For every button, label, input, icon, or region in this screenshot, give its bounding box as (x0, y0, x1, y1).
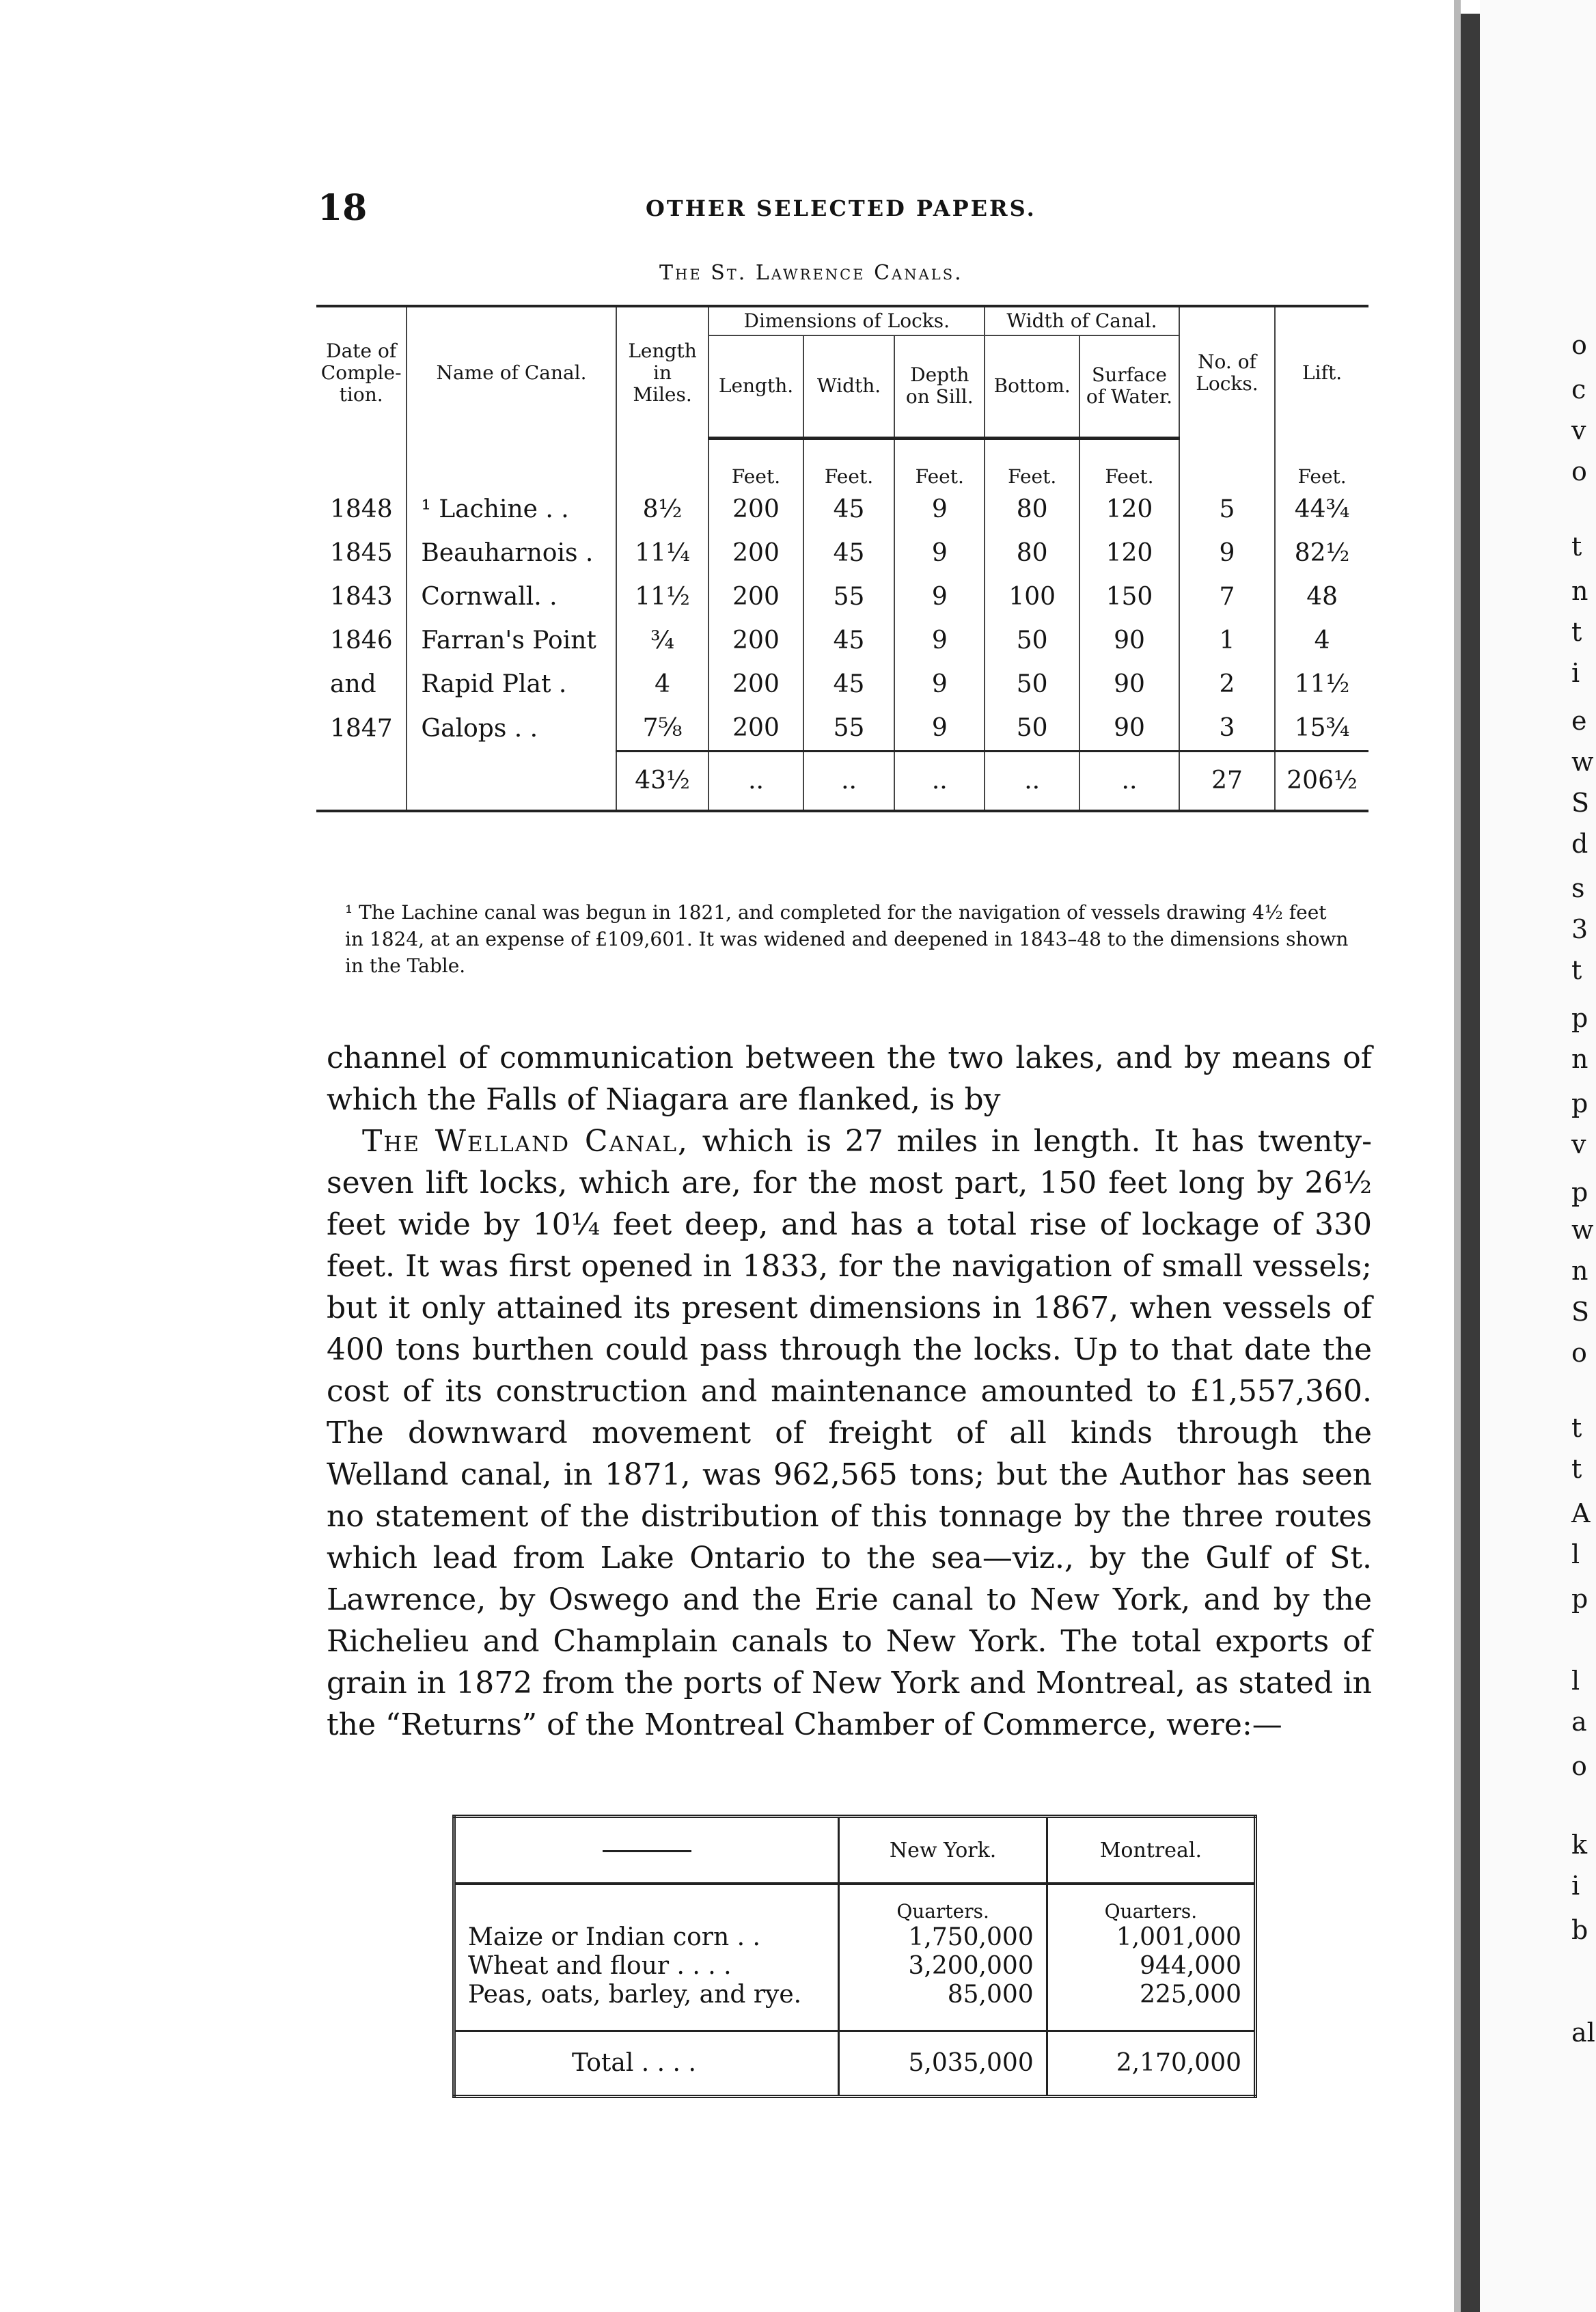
totals-row (316, 751, 1368, 811)
cell-date: 1847 (330, 714, 393, 743)
cell-depth: 9 (894, 575, 985, 619)
units-row (316, 438, 1368, 488)
cell-length: 200 (708, 706, 803, 752)
facing-page-fragment: v (1571, 1129, 1586, 1159)
cell-miles: 11½ (616, 575, 709, 619)
facing-page-fragment: v (1571, 415, 1586, 445)
cell-lift: 11½ (1275, 663, 1368, 706)
cell-name: ¹ Lachine . . (407, 488, 616, 532)
cell-length: 200 (708, 663, 803, 706)
header-canal-group: Width of Canal. (985, 306, 1179, 335)
cell-date: 1843 (330, 583, 393, 611)
cell-date: 1845 (330, 539, 393, 567)
header-new-york: New York. (839, 1817, 1047, 1884)
table-row (454, 1952, 1256, 1981)
cell-bottom: 80 (985, 532, 1079, 575)
total-locks: 27 (1179, 751, 1275, 811)
cell-name: Beauharnois . (407, 532, 616, 575)
facing-page-fragment: 3 (1571, 914, 1588, 944)
facing-page-fragment: i (1571, 658, 1580, 688)
cell-new-york: 1,750,000 (839, 1923, 1047, 1952)
cell-montreal: 944,000 (1047, 1952, 1255, 1981)
cell-name: Cornwall. . (407, 575, 616, 619)
page-edge (1454, 0, 1461, 2312)
total-dots: .. (1079, 751, 1179, 811)
cell-width: 45 (803, 488, 895, 532)
header-bottom: Bottom. (985, 335, 1079, 438)
table-row (316, 663, 1368, 706)
cell-name: Rapid Plat . (407, 663, 616, 706)
header-lift: Lift. (1275, 306, 1368, 438)
table-row (454, 1981, 1256, 2031)
cell-locks: 3 (1179, 706, 1275, 752)
total-lift: 206½ (1275, 751, 1368, 811)
binding-shadow (1461, 14, 1480, 2312)
unit-label: Quarters. (1047, 1884, 1255, 1923)
cell-surface: 120 (1079, 532, 1179, 575)
total-dots: .. (894, 751, 985, 811)
cell-item: Peas, oats, barley, and rye. (468, 1981, 802, 2009)
canals-table-title: The St. Lawrence Canals. (659, 261, 963, 285)
cell-lift: 15¾ (1275, 706, 1368, 752)
cell-surface: 150 (1079, 575, 1179, 619)
facing-page-fragment: t (1571, 955, 1582, 985)
cell-length: 200 (708, 488, 803, 532)
cell-miles: 4 (616, 663, 709, 706)
table-row (316, 619, 1368, 663)
cell-bottom: 50 (985, 706, 1079, 752)
cell-lift: 44¾ (1275, 488, 1368, 532)
cell-depth: 9 (894, 532, 985, 575)
facing-page-fragment: t (1571, 1413, 1582, 1443)
facing-page-fragment: e (1571, 706, 1587, 736)
header-montreal: Montreal. (1047, 1817, 1255, 1884)
cell-lift: 4 (1275, 619, 1368, 663)
facing-page-fragment: n (1571, 576, 1588, 606)
total-new-york: 5,035,000 (839, 2031, 1047, 2097)
facing-page-fragment: w (1571, 747, 1594, 777)
totals-row (454, 2031, 1256, 2097)
facing-page-fragment: t (1571, 617, 1582, 647)
facing-page-fragment: a (1571, 1707, 1587, 1737)
cell-miles: 7⅝ (616, 706, 709, 752)
facing-page-fragment: l (1571, 1666, 1580, 1696)
cell-miles: ¾ (616, 619, 709, 663)
header-lock-length: Length. (708, 335, 803, 438)
cell-name: Galops . . (407, 706, 616, 752)
header-date: Date of Comple-tion. (316, 306, 407, 438)
unit-label: Feet. (1275, 438, 1368, 488)
cell-length: 200 (708, 619, 803, 663)
cell-new-york: 85,000 (839, 1981, 1047, 2031)
cell-locks: 2 (1179, 663, 1275, 706)
facing-page-fragment: p (1571, 1088, 1588, 1118)
units-row (454, 1884, 1256, 1923)
unit-label: Feet. (985, 438, 1079, 488)
total-montreal: 2,170,000 (1047, 2031, 1255, 2097)
facing-page-fragment: p (1571, 1003, 1588, 1033)
cell-width: 45 (803, 532, 895, 575)
cell-depth: 9 (894, 488, 985, 532)
paragraph (327, 1120, 1372, 1746)
total-dots: .. (803, 751, 895, 811)
table-row (316, 532, 1368, 575)
cell-item: Wheat and flour . . . . (468, 1952, 732, 1980)
table-row (316, 706, 1368, 752)
cell-surface: 90 (1079, 619, 1179, 663)
dash-rule (603, 1850, 691, 1852)
canals-table (316, 305, 1368, 812)
unit-label: Feet. (708, 438, 803, 488)
header-lock-depth: Depth on Sill. (894, 335, 985, 438)
facing-page-fragment: i (1571, 1871, 1580, 1901)
total-miles: 43½ (616, 751, 709, 811)
facing-page-fragment: S (1571, 1297, 1590, 1327)
cell-bottom: 50 (985, 663, 1079, 706)
facing-page-edge (1480, 0, 1596, 2312)
cell-depth: 9 (894, 706, 985, 752)
cell-length: 200 (708, 532, 803, 575)
facing-page-fragment: al (1571, 2018, 1595, 2048)
cell-date: 1848 (330, 495, 393, 523)
facing-page-fragment: w (1571, 1215, 1594, 1245)
paragraph-text: which is 27 miles in length. It has twenty-seven lift locks, which are, for the most part, 150 feet long by 26½ feet wide by 10¼ feet deep, and has a total rise of lockage of 330 feet. It was first opened in 1833, for the navigation of small vessels; but it only attained its present dimensions in 1867, when vessels of 400 tons burthen could pass through the locks. Up to that date the cost of its construction and maintenance amounted to £1,557,360. The downward movement of freight of all kinds through the Welland canal, in 1871, was 962,565 tons; but the Author has seen no statement of the distribution of this tonnage by the three routes which lead from Lake Ontario to the sea—viz., by the Gulf of St. Lawrence, by Oswego and the Erie canal to New York, and by the Richelieu and Champlain canals to New York. The total exports of grain in 1872 from the ports of New York and Montreal, as stated in the “Returns” of the Montreal Chamber of Commerce, were:— (327, 1124, 1372, 1742)
paragraph: channel of communication between the two lakes, and by means of which the Falls of Niagara are flanked, is by (327, 1041, 1372, 1117)
table-row (454, 1923, 1256, 1952)
table-row (316, 488, 1368, 532)
cell-item: Maize or Indian corn . . (468, 1923, 760, 1951)
cell-length: 200 (708, 575, 803, 619)
cell-surface: 120 (1079, 488, 1179, 532)
running-head (318, 187, 1370, 235)
welland-heading: The Welland Canal, (362, 1124, 689, 1159)
cell-name: Farran's Point (407, 619, 616, 663)
body-text (327, 1037, 1372, 1746)
cell-montreal: 225,000 (1047, 1981, 1255, 2031)
cell-surface: 90 (1079, 706, 1179, 752)
cell-lift: 48 (1275, 575, 1368, 619)
cell-bottom: 100 (985, 575, 1079, 619)
grain-exports-table (452, 1815, 1257, 2098)
cell-miles: 8½ (616, 488, 709, 532)
facing-page-fragment: n (1571, 1256, 1588, 1286)
header-blank (454, 1817, 839, 1884)
cell-width: 55 (803, 706, 895, 752)
cell-depth: 9 (894, 663, 985, 706)
facing-page-fragment: o (1571, 456, 1587, 486)
header-locks-group: Dimensions of Locks. (708, 306, 985, 335)
facing-page-fragment: k (1571, 1830, 1588, 1860)
facing-page-fragment: A (1571, 1498, 1591, 1528)
unit-label: Feet. (803, 438, 895, 488)
cell-locks: 7 (1179, 575, 1275, 619)
total-dots: .. (985, 751, 1079, 811)
cell-width: 45 (803, 619, 895, 663)
header-length-miles: Length in Miles. (616, 306, 709, 438)
cell-miles: 11¼ (616, 532, 709, 575)
cell-bottom: 80 (985, 488, 1079, 532)
facing-page-fragment: o (1571, 330, 1587, 360)
cell-width: 45 (803, 663, 895, 706)
header-surface: Surface of Water. (1079, 335, 1179, 438)
header-no-locks: No. of Locks. (1179, 306, 1275, 438)
cell-width: 55 (803, 575, 895, 619)
unit-label: Quarters. (839, 1884, 1047, 1923)
facing-page-fragment: S (1571, 788, 1590, 818)
facing-page-fragment: t (1571, 532, 1582, 562)
cell-locks: 9 (1179, 532, 1275, 575)
unit-label: Feet. (1079, 438, 1179, 488)
footnote: ¹ The Lachine canal was begun in 1821, and completed for the navigation of vessels drawing 4½ feet in 1824, at an expense of £109,601. It was widened and deepened in 1843–48 to the dimensions shown in the Table. (345, 901, 1349, 977)
facing-page-fragment: o (1571, 1338, 1587, 1368)
page-number: 18 (318, 187, 368, 229)
cell-depth: 9 (894, 619, 985, 663)
facing-page-fragment: b (1571, 1915, 1588, 1945)
cell-locks: 5 (1179, 488, 1275, 532)
header-name: Name of Canal. (407, 306, 616, 438)
running-head-title: OTHER SELECTED PAPERS. (646, 195, 1036, 221)
facing-page-fragment: c (1571, 374, 1586, 404)
facing-page-fragment: p (1571, 1584, 1588, 1614)
cell-lift: 82½ (1275, 532, 1368, 575)
cell-date: 1846 (330, 627, 393, 655)
facing-page-fragment: p (1571, 1177, 1588, 1207)
facing-page-fragment: l (1571, 1539, 1580, 1569)
table-row (316, 575, 1368, 619)
facing-page-fragment: s (1571, 873, 1585, 903)
facing-page-fragment: o (1571, 1751, 1587, 1781)
cell-locks: 1 (1179, 619, 1275, 663)
total-label: Total . . . . (454, 2031, 839, 2097)
header-lock-width: Width. (803, 335, 895, 438)
cell-montreal: 1,001,000 (1047, 1923, 1255, 1952)
cell-new-york: 3,200,000 (839, 1952, 1047, 1981)
facing-page-fragment: n (1571, 1044, 1588, 1074)
total-dots: .. (708, 751, 803, 811)
cell-bottom: 50 (985, 619, 1079, 663)
facing-page-fragment: d (1571, 829, 1588, 859)
cell-date: and (330, 670, 376, 698)
unit-label: Feet. (894, 438, 985, 488)
facing-page-fragment: t (1571, 1454, 1582, 1484)
cell-surface: 90 (1079, 663, 1179, 706)
